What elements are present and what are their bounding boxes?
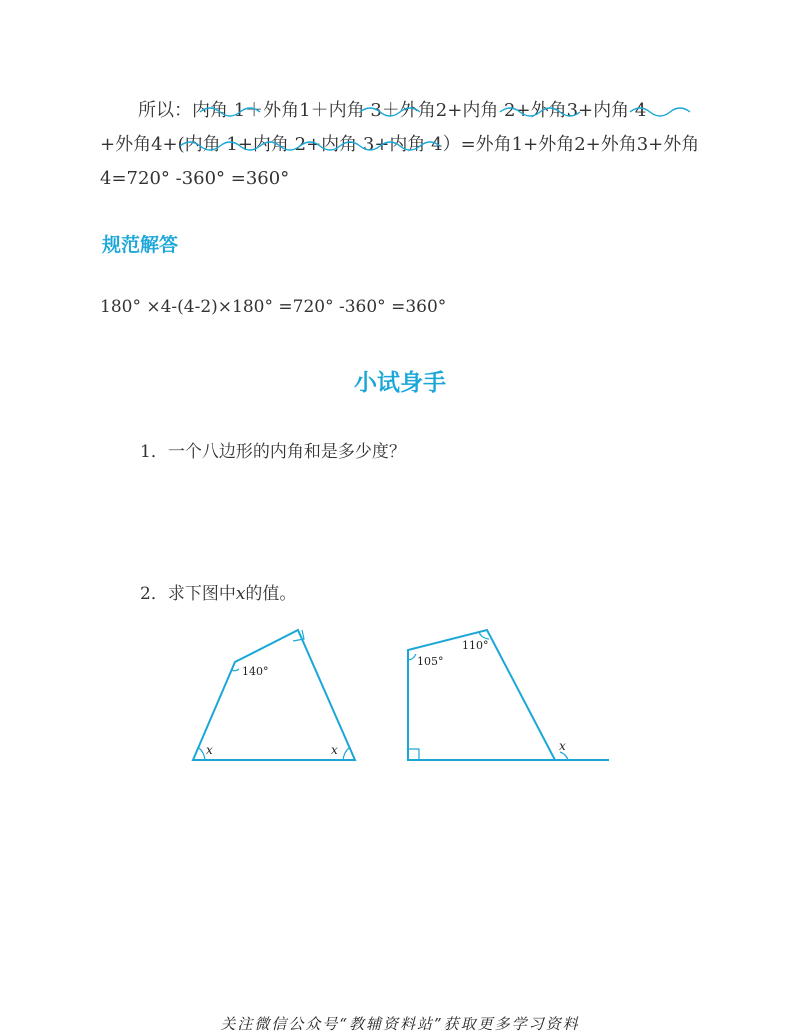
- figure-2-right-angle-mark: [408, 749, 419, 760]
- figure-2-label-110: 110°: [462, 639, 489, 652]
- figure-1-quadrilateral: [180, 620, 380, 770]
- figure-2-arc-exterior: [560, 752, 568, 760]
- question-2-prefix: 2．求下图中: [140, 584, 236, 604]
- solution-formula: 180° ×4-(4-2)×180° =720° -360° =360°: [100, 297, 447, 317]
- figure-2-arc-top-left: [408, 654, 416, 660]
- figure-2-label-105: 105°: [417, 655, 444, 668]
- figure-2-label-x: x: [559, 739, 566, 753]
- figure-1-arc-bottom-right: [343, 748, 349, 760]
- wavy-underline-marks: [0, 0, 800, 170]
- figure-1-label-140: 140°: [242, 665, 269, 678]
- figure-1-label-x-left: x: [206, 743, 213, 757]
- question-1: 1．一个八边形的内角和是多少度？: [140, 442, 406, 462]
- derivation-line-1-rest: 内角 1＋外角1＋内角 3＋外角2+内角 2+外角3+内角 4: [192, 100, 647, 121]
- question-2: [140, 579, 296, 604]
- figure-1-label-x-right: x: [331, 743, 338, 757]
- figure-2-quadrilateral: [395, 615, 615, 770]
- question-2-variable: x: [235, 584, 246, 604]
- figure-1-outline: [193, 630, 355, 760]
- figure-1-arc-bottom-left: [199, 748, 205, 760]
- solution-heading: 规范解答: [102, 234, 179, 256]
- footer-note: 关注微信公众号“教辅资料站”获取更多学习资料: [220, 1015, 580, 1033]
- derivation-line-3: 4=720° -360° =360°: [100, 168, 290, 189]
- derivation-prefix: 所以：: [138, 100, 192, 121]
- practice-title: 小试身手: [354, 370, 446, 396]
- derivation-line-2: +外角4+(内角 1+内角 2+内角 3+内角 4）=外角1+外角2+外角3+外角: [100, 134, 700, 155]
- question-2-suffix: 的值。: [245, 584, 297, 604]
